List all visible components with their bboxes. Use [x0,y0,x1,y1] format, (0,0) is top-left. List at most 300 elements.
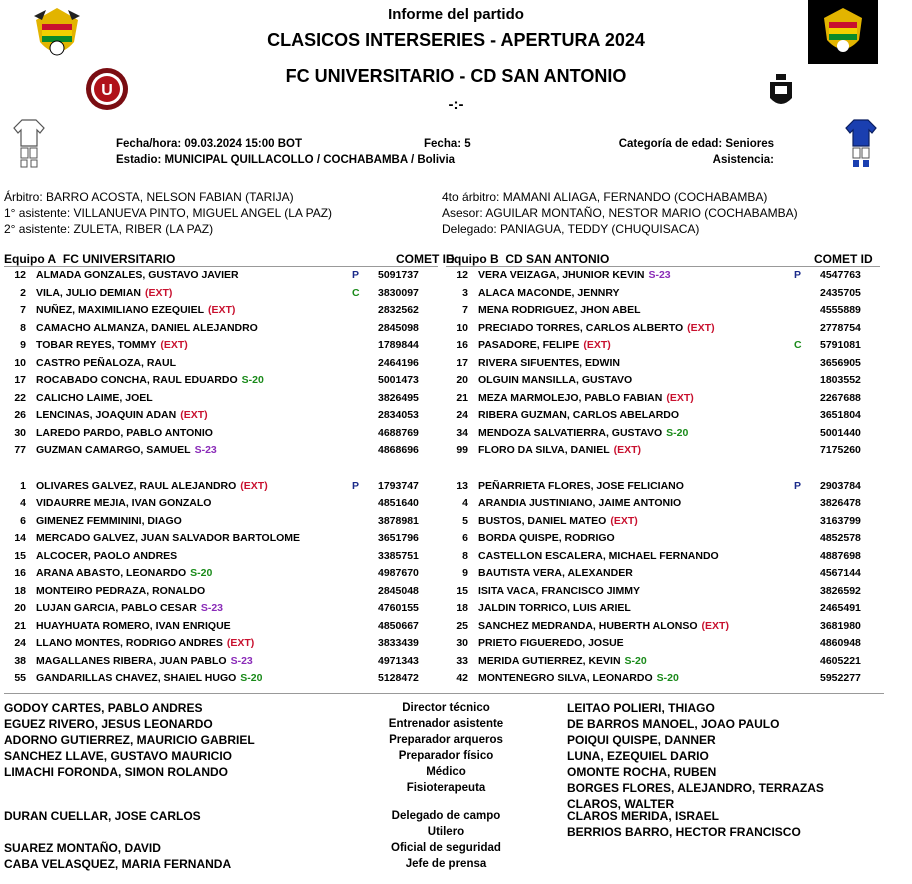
player-number: 15 [456,584,468,597]
player-name-cell [36,337,188,355]
staff-member: CABA VELASQUEZ, MARIA FERNANDA [4,857,232,871]
player-role: P [352,269,360,281]
player-name: ALACA MACONDE, JENNRY [478,286,620,299]
player-tag: (EXT) [145,286,173,299]
player-row [446,320,880,338]
player-row [446,618,880,636]
team-a-header [4,252,175,266]
team-b-kit-icon [844,118,878,168]
player-number: 17 [456,356,468,369]
player-tag: (EXT) [583,339,611,351]
player-name: ISITA VACA, FRANCISCO JIMMY [478,584,640,597]
player-name: ROCABADO CONCHA, RAUL EDUARDO [36,374,238,386]
player-name: OLGUIN MANSILLA, GUSTAVO [478,374,633,386]
player-row [4,337,438,355]
player-number: 77 [14,444,26,456]
player-name: TOBAR REYES, TOMMY [36,339,157,351]
player-row [446,372,880,390]
player-comet-id: 3651796 [378,532,419,544]
player-row [4,372,438,390]
player-tag: (EXT) [160,339,188,351]
player-comet-id: 3681980 [820,619,861,632]
match-score: -:- [448,96,464,113]
player-row [446,390,880,408]
player-name-cell [478,583,640,601]
player-name: BORDA QUISPE, RODRIGO [478,532,615,544]
player-comet-id: 4850667 [378,619,419,632]
player-name: VIDAURRE MEJIA, IVAN GONZALO [36,497,212,509]
player-row [446,337,880,355]
player-name-cell [36,513,182,531]
player-row [446,285,880,303]
player-number: 55 [14,672,26,684]
player-role: C [794,339,802,351]
player-row [4,355,438,373]
staff-member: SUAREZ MONTAÑO, DAVID [4,841,161,855]
player-comet-id: 3385751 [378,549,419,562]
player-number: 24 [14,637,26,649]
player-row [4,513,438,531]
player-name: ALCOCER, PAOLO ANDRES [36,549,178,562]
player-number: 4 [20,497,26,509]
player-name-cell [478,513,638,531]
player-row [446,478,880,496]
player-name: GANDARILLAS CHAVEZ, SHAIEL HUGO [36,672,237,684]
player-comet-id: 5791081 [820,339,861,351]
player-name-cell [36,670,262,688]
player-name: HUAYHUATA ROMERO, IVAN ENRIQUE [36,619,231,632]
player-comet-id: 2903784 [820,479,861,492]
player-comet-id: 2832562 [378,304,419,316]
player-name-cell [478,390,694,408]
team-a-kit-icon [12,118,46,168]
player-name-cell [478,653,647,671]
player-row [446,407,880,425]
player-name: PASADORE, FELIPE [478,339,580,351]
player-number: 21 [14,619,26,632]
player-name: LAREDO PARDO, PABLO ANTONIO [36,426,213,439]
player-comet-id: 4760155 [378,602,419,614]
player-name-cell [36,583,205,601]
fourth-official: 4to árbitro: MAMANI ALIAGA, FERNANDO (COCHABAMBA) [442,190,768,204]
player-name-cell [36,495,211,513]
player-name-cell [478,618,729,636]
player-row [446,425,880,443]
player-number: 2 [20,286,26,299]
player-comet-id: 2465491 [820,602,861,614]
player-number: 15 [14,549,26,562]
staff-member: DE BARROS MANOEL, JOAO PAULO [567,717,780,731]
match-delegate: Delegado: PANIAGUA, TEDDY (CHUQUISACA) [442,222,700,236]
player-row [4,320,438,338]
player-number: 25 [456,619,468,632]
player-tag: S-23 [648,269,671,281]
player-comet-id: 4971343 [378,654,419,667]
player-comet-id: 3656905 [820,356,861,369]
player-comet-id: 3826592 [820,584,861,597]
player-row [446,600,880,618]
player-name: MENDOZA SALVATIERRA, GUSTAVO [478,426,663,439]
player-row [446,565,880,583]
player-row [446,513,880,531]
player-name-cell [36,267,239,285]
player-comet-id: 1793747 [378,479,419,492]
team-b-name: CD SAN ANTONIO [505,252,610,266]
player-number: 10 [456,321,468,334]
player-number: 8 [20,321,26,334]
player-number: 5 [462,514,468,527]
player-name: LLANO MONTES, RODRIGO ANDRES [36,637,223,649]
player-comet-id: 5001473 [378,374,419,386]
player-row [4,600,438,618]
player-name-cell [478,565,633,583]
player-name: GIMENEZ FEMMININI, DIAGO [36,514,182,527]
player-name-cell [478,372,632,390]
player-comet-id: 4555889 [820,304,861,316]
report-label: Informe del partido [388,6,524,23]
player-comet-id: 7175260 [820,444,861,456]
player-comet-id: 4547763 [820,269,861,281]
player-row [4,653,438,671]
player-row [446,548,880,566]
attendance: Asistencia: [712,154,774,166]
staff-member: CLAROS MERIDA, ISRAEL [567,809,720,823]
team-b-label: Equipo B [446,252,499,266]
player-name-cell [478,285,620,303]
player-comet-id: 4688769 [378,426,419,439]
player-name-cell [36,442,217,460]
player-name-cell [36,425,213,443]
player-role: P [794,269,802,281]
player-row [4,425,438,443]
assessor: Asesor: AGUILAR MONTAÑO, NESTOR MARIO (COCHABAMBA) [442,206,798,220]
player-name: BUSTOS, DANIEL MATEO [478,514,607,527]
player-number: 6 [462,532,468,544]
player-name: BAUTISTA VERA, ALEXANDER [478,567,633,579]
player-name: MENA RODRIGUEZ, JHON ABEL [478,304,641,316]
player-number: 18 [14,584,26,597]
player-tag: (EXT) [687,321,715,334]
player-row [4,478,438,496]
player-name: RIVERA SIFUENTES, EDWIN [478,356,620,369]
player-name-cell [36,390,153,408]
player-name: NUÑEZ, MAXIMILIANO EZEQUIEL [36,304,204,316]
player-name-cell [478,635,624,653]
player-tag: S-20 [656,672,679,684]
player-comet-id: 4887698 [820,549,861,562]
player-number: 30 [456,637,468,649]
player-comet-id: 3826495 [378,391,419,404]
player-role: P [352,479,360,492]
player-name: MONTEIRO PEDRAZA, RONALDO [36,584,206,597]
staff-member: LIMACHI FORONDA, SIMON ROLANDO [4,765,228,779]
player-number: 14 [14,532,26,544]
player-comet-id: 2778754 [820,321,861,334]
player-tag: (EXT) [240,479,268,492]
player-name-cell [478,425,688,443]
player-comet-id: 4851640 [378,497,419,509]
assistant-1: 1° asistente: VILLANUEVA PINTO, MIGUEL ANGEL (LA PAZ) [4,206,333,220]
player-name: MAGALLANES RIBERA, JUAN PABLO [36,654,227,667]
player-comet-id: 5001440 [820,426,861,439]
player-row [446,442,880,460]
staff-role: Entrenador asistente [388,718,504,730]
staff-role: Fisioterapeuta [406,782,486,794]
player-row [4,285,438,303]
player-comet-id: 4605221 [820,654,861,667]
staff-role: Oficial de seguridad [391,842,501,854]
player-role: P [794,479,802,492]
player-number: 18 [456,602,468,614]
player-number: 12 [456,269,468,281]
player-row [446,670,880,688]
staff-member: LEITAO POLIERI, THIAGO [567,701,715,715]
player-row [4,670,438,688]
staff-role: Jefe de prensa [405,858,487,870]
player-number: 7 [20,304,26,316]
player-comet-id: 4860948 [820,637,861,649]
player-tag: (EXT) [226,637,255,649]
player-name-cell [478,600,631,618]
assistant-2: 2° asistente: ZULETA, RIBER (LA PAZ) [4,222,214,236]
staff-role: Médico [426,766,466,778]
player-comet-id: 5952277 [820,672,861,684]
player-number: 16 [14,567,26,579]
player-comet-id: 1789844 [378,339,419,351]
player-name: LUJAN GARCIA, PABLO CESAR [36,602,197,614]
player-number: 9 [20,339,26,351]
team-b-comet-header: COMET ID [814,252,873,266]
staff-member: BERRIOS BARRO, HECTOR FRANCISCO [567,825,801,839]
staff-member: EGUEZ RIVERO, JESUS LEONARDO [4,717,213,731]
player-name: MEZA MARMOLEJO, PABLO FABIAN [478,391,663,404]
player-comet-id: 4567144 [820,567,861,579]
player-tag: S-23 [230,654,253,667]
player-comet-id: 1803552 [820,374,861,386]
player-name-cell [478,355,620,373]
match-datetime: Fecha/hora: 09.03.2024 15:00 BOT [116,138,303,150]
player-tag: S-20 [624,654,647,667]
player-name-cell [478,478,684,496]
player-comet-id: 3826478 [820,497,861,509]
player-row [4,583,438,601]
staff-role: Preparador físico [398,750,494,762]
player-name-cell [36,600,223,618]
player-number: 34 [456,426,468,439]
player-number: 30 [14,426,26,439]
player-name: CASTELLON ESCALERA, MICHAEL FERNANDO [478,549,719,562]
staff-member: OMONTE ROCHA, RUBEN [567,765,717,779]
player-name: JALDIN TORRICO, LUIS ARIEL [478,602,631,614]
player-tag: (EXT) [208,304,236,316]
player-row [446,653,880,671]
player-tag: S-20 [190,567,213,579]
player-name: ALMADA GONZALES, GUSTAVO JAVIER [36,269,239,281]
player-number: 17 [14,374,26,386]
player-number: 7 [462,304,468,316]
player-number: 22 [14,391,26,404]
player-number: 6 [20,514,26,527]
player-name-cell [36,548,177,566]
player-number: 12 [14,269,26,281]
player-row [446,495,880,513]
player-name-cell [36,635,254,653]
player-row [4,635,438,653]
staff-member: POIQUI QUISPE, DANNER [567,733,716,747]
player-comet-id: 2845048 [378,584,419,597]
player-comet-id: 5128472 [378,672,419,684]
player-number: 8 [462,549,468,562]
team-a-name: FC UNIVERSITARIO [62,252,176,266]
player-comet-id: 3878981 [378,514,419,527]
player-number: 4 [462,497,468,509]
player-name: VERA VEIZAGA, JHUNIOR KEVIN [478,269,645,281]
player-number: 24 [456,409,468,421]
staff-role: Preparador arqueros [389,734,503,746]
staff-role: Director técnico [402,702,490,714]
player-row [4,530,438,548]
player-name: CASTRO PEÑALOZA, RAUL [36,356,176,369]
player-name-cell [36,407,208,425]
player-name-cell [478,548,719,566]
player-name-cell [478,267,671,285]
svg-text:U: U [101,82,113,99]
player-comet-id: 2834053 [378,409,419,421]
team-a-roster [4,267,438,688]
player-comet-id: 3833439 [378,637,419,649]
player-name-cell [478,407,679,425]
player-name: PEÑARRIETA FLORES, JOSE FELICIANO [478,479,684,492]
player-name: MERIDA GUTIERREZ, KEVIN [478,654,621,667]
player-tag: S-23 [200,602,223,614]
player-number: 38 [14,654,26,667]
player-row [4,618,438,636]
player-number: 42 [456,672,468,684]
player-number: 99 [456,444,468,456]
staff-role: Utilero [427,826,465,838]
player-tag: (EXT) [180,409,208,421]
tournament-title: CLASICOS INTERSERIES - APERTURA 2024 [267,30,645,50]
player-name-cell [478,442,641,460]
player-tag: (EXT) [613,444,642,456]
player-number: 33 [456,654,468,667]
player-name-cell [478,337,611,355]
player-name: RIBERA GUZMAN, CARLOS ABELARDO [478,409,680,421]
player-row [446,583,880,601]
player-name: SANCHEZ MEDRANDA, HUBERTH ALONSO [478,619,698,632]
player-number: 9 [462,567,468,579]
player-name: GUZMAN CAMARGO, SAMUEL [36,444,191,456]
staff-member: LUNA, EZEQUIEL DARIO [567,749,709,763]
staff-member: BORGES FLORES, ALEJANDRO, TERRAZAS CLAROS, WALTER [567,781,824,811]
player-row [4,442,438,460]
player-name-cell [36,653,253,671]
player-number: 13 [456,479,468,492]
match-title: FC UNIVERSITARIO - CD SAN ANTONIO [285,66,627,86]
player-name: LENCINAS, JOAQUIN ADAN [36,409,177,421]
match-round: Fecha: 5 [424,138,471,150]
team-b-header [446,252,609,266]
team-a-comet-header: COMET ID [396,252,455,266]
player-name-cell [478,320,715,338]
team-b-roster [446,267,880,688]
player-comet-id: 2464196 [378,356,419,369]
player-tag: S-20 [666,426,689,439]
team-a-label: Equipo A [4,252,57,266]
player-number: 21 [456,391,468,404]
player-name: VILA, JULIO DEMIAN [36,286,142,299]
player-name: OLIVARES GALVEZ, RAUL ALEJANDRO [36,479,237,492]
player-name: CAMACHO ALMANZA, DANIEL ALEJANDRO [36,321,258,334]
player-number: 16 [456,339,468,351]
player-name-cell [36,302,235,320]
player-name-cell [36,372,264,390]
player-tag: (EXT) [610,514,638,527]
staff-member: ADORNO GUTIERREZ, MAURICIO GABRIEL [4,733,255,747]
player-comet-id: 3163799 [820,514,861,527]
player-row [446,302,880,320]
player-tag: S-20 [241,374,264,386]
player-row [446,530,880,548]
player-name: CALICHO LAIME, JOEL [36,391,153,404]
referee: Árbitro: BARRO ACOSTA, NELSON FABIAN (TARIJA) [4,190,294,204]
player-comet-id: 3830097 [378,286,419,299]
player-number: 20 [456,374,468,386]
player-name-cell [36,618,231,636]
player-name-cell [478,530,615,548]
player-role: C [352,286,360,299]
player-name: ARANA ABASTO, LEONARDO [36,567,187,579]
age-category: Categoría de edad: Seniores [618,138,774,150]
player-name-cell [36,285,172,303]
staff-member: SANCHEZ LLAVE, GUSTAVO MAURICIO [4,749,232,763]
player-row [4,565,438,583]
player-row [446,267,880,285]
staff-member: GODOY CARTES, PABLO ANDRES [4,701,203,715]
player-number: 1 [20,479,26,492]
player-name-cell [478,302,641,320]
player-name: PRECIADO TORRES, CARLOS ALBERTO [478,321,684,334]
player-number: 10 [14,356,26,369]
player-comet-id: 4987670 [378,567,419,579]
player-name-cell [36,565,212,583]
match-venue: Estadio: MUNICIPAL QUILLACOLLO / COCHABAMBA / Bolivia [116,154,456,166]
player-name: MERCADO GALVEZ, JUAN SALVADOR BARTOLOME [36,532,301,544]
player-number: 20 [14,602,26,614]
player-comet-id: 2435705 [820,286,861,299]
player-name-cell [36,320,258,338]
player-row [4,302,438,320]
player-comet-id: 2267688 [820,391,861,404]
player-row [446,355,880,373]
staff-member: DURAN CUELLAR, JOSE CARLOS [4,809,201,823]
player-row [4,495,438,513]
player-number: 26 [14,409,26,421]
player-row [4,407,438,425]
player-name: PRIETO FIGUEREDO, JOSUE [478,637,624,649]
player-tag: S-23 [194,444,217,456]
player-comet-id: 3651804 [820,409,861,421]
player-row [4,267,438,285]
player-name: FLORO DA SILVA, DANIEL [478,444,610,456]
player-name: ARANDIA JUSTINIANO, JAIME ANTONIO [478,497,682,509]
player-tag: (EXT) [666,391,694,404]
player-row [446,635,880,653]
player-name-cell [478,495,681,513]
player-tag: (EXT) [701,619,729,632]
player-comet-id: 5091737 [378,269,419,281]
player-name-cell [36,355,176,373]
